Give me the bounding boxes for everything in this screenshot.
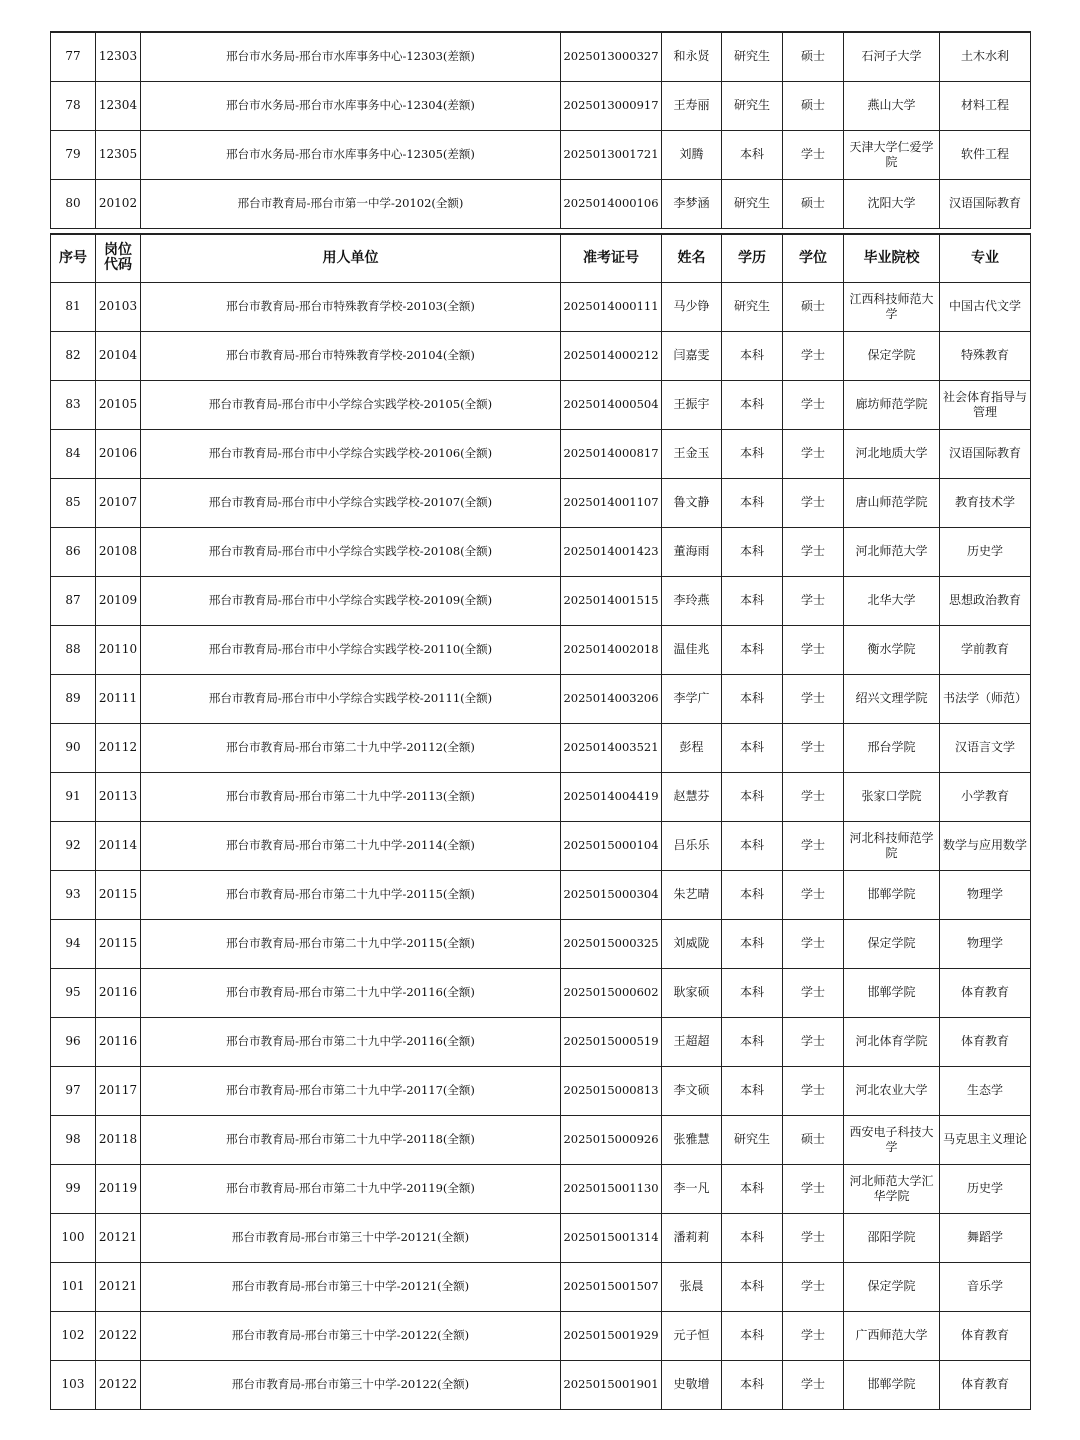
table-row — [51, 1360, 1031, 1409]
cell-education: 研究生 — [722, 81, 783, 130]
cell-index: 90 — [51, 723, 96, 772]
cell-name: 耿家硕 — [662, 968, 722, 1017]
header-degree: 学位 — [783, 234, 844, 282]
table-row — [51, 1066, 1031, 1115]
cell-employer: 邢台市教育局-邢台市第二十九中学-20117(全额) — [141, 1066, 561, 1115]
header-index: 序号 — [51, 234, 96, 282]
cell-degree: 学士 — [783, 1262, 844, 1311]
cell-employer: 邢台市教育局-邢台市特殊教育学校-20104(全额) — [141, 331, 561, 380]
cell-major: 汉语国际教育 — [940, 429, 1031, 478]
cell-admission-number: 2025015000926 — [561, 1115, 662, 1164]
cell-school: 保定学院 — [844, 331, 940, 380]
cell-education: 本科 — [722, 674, 783, 723]
cell-employer: 邢台市教育局-邢台市中小学综合实践学校-20105(全额) — [141, 380, 561, 429]
table-row — [51, 968, 1031, 1017]
cell-major: 体育教育 — [940, 968, 1031, 1017]
cell-post-code: 20118 — [96, 1115, 141, 1164]
cell-admission-number: 2025014000817 — [561, 429, 662, 478]
cell-index: 101 — [51, 1262, 96, 1311]
cell-employer: 邢台市教育局-邢台市第二十九中学-20115(全额) — [141, 919, 561, 968]
cell-employer: 邢台市教育局-邢台市中小学综合实践学校-20110(全额) — [141, 625, 561, 674]
table-row — [51, 625, 1031, 674]
cell-degree: 硕士 — [783, 179, 844, 228]
cell-admission-number: 2025013000327 — [561, 32, 662, 81]
cell-school: 河北师范大学 — [844, 527, 940, 576]
cell-name: 马少铮 — [662, 282, 722, 331]
cell-education: 本科 — [722, 576, 783, 625]
table-row — [51, 331, 1031, 380]
table-row — [51, 1262, 1031, 1311]
cell-school: 广西师范大学 — [844, 1311, 940, 1360]
cell-index: 91 — [51, 772, 96, 821]
top-table-body — [51, 32, 1031, 228]
cell-education: 本科 — [722, 331, 783, 380]
cell-school: 邯郸学院 — [844, 1360, 940, 1409]
table-row — [51, 674, 1031, 723]
cell-name: 张晨 — [662, 1262, 722, 1311]
cell-education: 本科 — [722, 380, 783, 429]
cell-degree: 学士 — [783, 1360, 844, 1409]
header-post-code: 岗位代码 — [96, 234, 141, 282]
cell-major: 数学与应用数学 — [940, 821, 1031, 870]
cell-employer: 邢台市教育局-邢台市第二十九中学-20116(全额) — [141, 968, 561, 1017]
cell-index: 86 — [51, 527, 96, 576]
cell-admission-number: 2025014000504 — [561, 380, 662, 429]
cell-name: 彭程 — [662, 723, 722, 772]
results-table-top — [50, 31, 1031, 229]
table-row — [51, 1311, 1031, 1360]
cell-employer: 邢台市教育局-邢台市第二十九中学-20114(全额) — [141, 821, 561, 870]
cell-admission-number: 2025015001901 — [561, 1360, 662, 1409]
cell-post-code: 20119 — [96, 1164, 141, 1213]
cell-employer: 邢台市水务局-邢台市水库事务中心-12304(差额) — [141, 81, 561, 130]
cell-index: 80 — [51, 179, 96, 228]
cell-name: 李一凡 — [662, 1164, 722, 1213]
cell-name: 闫嘉雯 — [662, 331, 722, 380]
cell-post-code: 20113 — [96, 772, 141, 821]
cell-major: 体育教育 — [940, 1360, 1031, 1409]
cell-major: 材料工程 — [940, 81, 1031, 130]
cell-degree: 学士 — [783, 968, 844, 1017]
cell-name: 鲁文静 — [662, 478, 722, 527]
table-row — [51, 282, 1031, 331]
cell-index: 89 — [51, 674, 96, 723]
cell-degree: 学士 — [783, 625, 844, 674]
cell-admission-number: 2025015000104 — [561, 821, 662, 870]
cell-major: 学前教育 — [940, 625, 1031, 674]
cell-name: 史敬增 — [662, 1360, 722, 1409]
cell-admission-number: 2025015001130 — [561, 1164, 662, 1213]
cell-education: 本科 — [722, 1066, 783, 1115]
cell-school: 天津大学仁爱学院 — [844, 130, 940, 179]
cell-index: 103 — [51, 1360, 96, 1409]
cell-employer: 邢台市教育局-邢台市第二十九中学-20119(全额) — [141, 1164, 561, 1213]
cell-employer: 邢台市教育局-邢台市特殊教育学校-20103(全额) — [141, 282, 561, 331]
cell-school: 邯郸学院 — [844, 870, 940, 919]
cell-education: 研究生 — [722, 282, 783, 331]
cell-index: 95 — [51, 968, 96, 1017]
cell-post-code: 20110 — [96, 625, 141, 674]
cell-school: 江西科技师范大学 — [844, 282, 940, 331]
cell-education: 本科 — [722, 429, 783, 478]
table-row — [51, 772, 1031, 821]
cell-major: 土木水利 — [940, 32, 1031, 81]
cell-education: 本科 — [722, 772, 783, 821]
cell-name: 朱艺晴 — [662, 870, 722, 919]
cell-degree: 学士 — [783, 1164, 844, 1213]
cell-post-code: 20116 — [96, 968, 141, 1017]
cell-major: 汉语言文学 — [940, 723, 1031, 772]
cell-school: 保定学院 — [844, 919, 940, 968]
cell-name: 李学广 — [662, 674, 722, 723]
cell-education: 本科 — [722, 870, 783, 919]
cell-post-code: 20116 — [96, 1017, 141, 1066]
cell-post-code: 20117 — [96, 1066, 141, 1115]
cell-admission-number: 2025014001107 — [561, 478, 662, 527]
cell-degree: 学士 — [783, 331, 844, 380]
cell-education: 研究生 — [722, 179, 783, 228]
cell-school: 燕山大学 — [844, 81, 940, 130]
table-row — [51, 380, 1031, 429]
cell-post-code: 20102 — [96, 179, 141, 228]
cell-school: 张家口学院 — [844, 772, 940, 821]
cell-post-code: 12304 — [96, 81, 141, 130]
cell-degree: 学士 — [783, 1066, 844, 1115]
cell-post-code: 20115 — [96, 870, 141, 919]
cell-index: 83 — [51, 380, 96, 429]
cell-index: 77 — [51, 32, 96, 81]
cell-major: 物理学 — [940, 870, 1031, 919]
cell-education: 研究生 — [722, 1115, 783, 1164]
cell-degree: 学士 — [783, 380, 844, 429]
cell-employer: 邢台市教育局-邢台市第二十九中学-20112(全额) — [141, 723, 561, 772]
cell-post-code: 20109 — [96, 576, 141, 625]
cell-name: 李梦涵 — [662, 179, 722, 228]
table-row — [51, 1017, 1031, 1066]
cell-degree: 硕士 — [783, 282, 844, 331]
cell-education: 本科 — [722, 821, 783, 870]
cell-index: 84 — [51, 429, 96, 478]
cell-admission-number: 2025014004419 — [561, 772, 662, 821]
cell-name: 张雅慧 — [662, 1115, 722, 1164]
cell-education: 本科 — [722, 527, 783, 576]
cell-education: 本科 — [722, 1017, 783, 1066]
cell-index: 93 — [51, 870, 96, 919]
cell-employer: 邢台市教育局-邢台市中小学综合实践学校-20108(全额) — [141, 527, 561, 576]
table-row — [51, 919, 1031, 968]
cell-post-code: 20105 — [96, 380, 141, 429]
table-row — [51, 723, 1031, 772]
cell-employer: 邢台市教育局-邢台市中小学综合实践学校-20106(全额) — [141, 429, 561, 478]
cell-employer: 邢台市水务局-邢台市水库事务中心-12303(差额) — [141, 32, 561, 81]
cell-admission-number: 2025015001929 — [561, 1311, 662, 1360]
table-row — [51, 1213, 1031, 1262]
header-education: 学历 — [722, 234, 783, 282]
table-row — [51, 81, 1031, 130]
cell-degree: 学士 — [783, 870, 844, 919]
cell-degree: 硕士 — [783, 32, 844, 81]
cell-post-code: 20107 — [96, 478, 141, 527]
cell-admission-number: 2025014000111 — [561, 282, 662, 331]
cell-degree: 学士 — [783, 1017, 844, 1066]
cell-employer: 邢台市教育局-邢台市第一中学-20102(全额) — [141, 179, 561, 228]
cell-employer: 邢台市教育局-邢台市第二十九中学-20118(全额) — [141, 1115, 561, 1164]
table-row — [51, 576, 1031, 625]
cell-index: 82 — [51, 331, 96, 380]
results-table-main — [50, 233, 1031, 1410]
cell-admission-number: 2025013001721 — [561, 130, 662, 179]
cell-post-code: 20111 — [96, 674, 141, 723]
cell-index: 98 — [51, 1115, 96, 1164]
cell-employer: 邢台市教育局-邢台市中小学综合实践学校-20107(全额) — [141, 478, 561, 527]
cell-degree: 硕士 — [783, 1115, 844, 1164]
cell-education: 本科 — [722, 1360, 783, 1409]
cell-admission-number: 2025015000813 — [561, 1066, 662, 1115]
cell-post-code: 20122 — [96, 1360, 141, 1409]
cell-major: 教育技术学 — [940, 478, 1031, 527]
table-row — [51, 527, 1031, 576]
cell-degree: 学士 — [783, 674, 844, 723]
cell-degree: 硕士 — [783, 81, 844, 130]
cell-admission-number: 2025015000325 — [561, 919, 662, 968]
cell-admission-number: 2025015001507 — [561, 1262, 662, 1311]
table-row — [51, 179, 1031, 228]
cell-post-code: 12303 — [96, 32, 141, 81]
cell-education: 本科 — [722, 130, 783, 179]
cell-major: 汉语国际教育 — [940, 179, 1031, 228]
cell-school: 石河子大学 — [844, 32, 940, 81]
cell-admission-number: 2025014003521 — [561, 723, 662, 772]
cell-education: 本科 — [722, 723, 783, 772]
table-row — [51, 1115, 1031, 1164]
cell-index: 100 — [51, 1213, 96, 1262]
cell-degree: 学士 — [783, 429, 844, 478]
cell-school: 河北农业大学 — [844, 1066, 940, 1115]
cell-school: 邢台学院 — [844, 723, 940, 772]
table-row — [51, 870, 1031, 919]
cell-name: 温佳兆 — [662, 625, 722, 674]
main-table-body — [51, 282, 1031, 1409]
header-name: 姓名 — [662, 234, 722, 282]
cell-employer: 邢台市水务局-邢台市水库事务中心-12305(差额) — [141, 130, 561, 179]
table-row — [51, 1164, 1031, 1213]
cell-education: 本科 — [722, 1164, 783, 1213]
cell-post-code: 20104 — [96, 331, 141, 380]
cell-degree: 学士 — [783, 527, 844, 576]
cell-post-code: 20108 — [96, 527, 141, 576]
cell-admission-number: 2025015000602 — [561, 968, 662, 1017]
cell-major: 书法学（师范） — [940, 674, 1031, 723]
cell-school: 绍兴文理学院 — [844, 674, 940, 723]
header-row — [51, 234, 1031, 282]
cell-education: 本科 — [722, 919, 783, 968]
cell-index: 87 — [51, 576, 96, 625]
cell-school: 唐山师范学院 — [844, 478, 940, 527]
header-admission-number: 准考证号 — [561, 234, 662, 282]
cell-education: 本科 — [722, 1311, 783, 1360]
cell-admission-number: 2025014001515 — [561, 576, 662, 625]
table-row — [51, 478, 1031, 527]
cell-education: 本科 — [722, 625, 783, 674]
cell-post-code: 20121 — [96, 1262, 141, 1311]
cell-major: 社会体育指导与管理 — [940, 380, 1031, 429]
cell-major: 物理学 — [940, 919, 1031, 968]
cell-employer: 邢台市教育局-邢台市中小学综合实践学校-20111(全额) — [141, 674, 561, 723]
header-school: 毕业院校 — [844, 234, 940, 282]
cell-admission-number: 2025013000917 — [561, 81, 662, 130]
cell-name: 潘莉莉 — [662, 1213, 722, 1262]
cell-admission-number: 2025014002018 — [561, 625, 662, 674]
cell-admission-number: 2025015000304 — [561, 870, 662, 919]
cell-school: 廊坊师范学院 — [844, 380, 940, 429]
cell-school: 邯郸学院 — [844, 968, 940, 1017]
table-row — [51, 130, 1031, 179]
cell-major: 体育教育 — [940, 1311, 1031, 1360]
cell-employer: 邢台市教育局-邢台市第三十中学-20121(全额) — [141, 1213, 561, 1262]
cell-major: 历史学 — [940, 527, 1031, 576]
cell-education: 本科 — [722, 478, 783, 527]
cell-degree: 学士 — [783, 919, 844, 968]
cell-index: 97 — [51, 1066, 96, 1115]
cell-school: 河北科技师范学院 — [844, 821, 940, 870]
cell-employer: 邢台市教育局-邢台市第三十中学-20122(全额) — [141, 1311, 561, 1360]
cell-admission-number: 2025014003206 — [561, 674, 662, 723]
table-row — [51, 429, 1031, 478]
cell-employer: 邢台市教育局-邢台市第三十中学-20122(全额) — [141, 1360, 561, 1409]
cell-index: 78 — [51, 81, 96, 130]
cell-major: 小学教育 — [940, 772, 1031, 821]
cell-school: 河北地质大学 — [844, 429, 940, 478]
cell-school: 沈阳大学 — [844, 179, 940, 228]
cell-education: 本科 — [722, 1262, 783, 1311]
cell-admission-number: 2025014000106 — [561, 179, 662, 228]
cell-degree: 学士 — [783, 821, 844, 870]
cell-degree: 学士 — [783, 1213, 844, 1262]
cell-name: 王振宇 — [662, 380, 722, 429]
cell-degree: 学士 — [783, 478, 844, 527]
cell-education: 研究生 — [722, 32, 783, 81]
cell-major: 历史学 — [940, 1164, 1031, 1213]
cell-major: 思想政治教育 — [940, 576, 1031, 625]
cell-school: 河北体育学院 — [844, 1017, 940, 1066]
cell-education: 本科 — [722, 1213, 783, 1262]
cell-name: 王寿丽 — [662, 81, 722, 130]
table-row — [51, 32, 1031, 81]
cell-post-code: 12305 — [96, 130, 141, 179]
cell-employer: 邢台市教育局-邢台市第二十九中学-20113(全额) — [141, 772, 561, 821]
cell-school: 邵阳学院 — [844, 1213, 940, 1262]
cell-employer: 邢台市教育局-邢台市第二十九中学-20115(全额) — [141, 870, 561, 919]
cell-name: 董海雨 — [662, 527, 722, 576]
cell-school: 河北师范大学汇华学院 — [844, 1164, 940, 1213]
cell-name: 吕乐乐 — [662, 821, 722, 870]
cell-major: 特殊教育 — [940, 331, 1031, 380]
cell-index: 99 — [51, 1164, 96, 1213]
header-major: 专业 — [940, 234, 1031, 282]
cell-post-code: 20112 — [96, 723, 141, 772]
cell-name: 李文硕 — [662, 1066, 722, 1115]
cell-index: 94 — [51, 919, 96, 968]
cell-post-code: 20122 — [96, 1311, 141, 1360]
cell-name: 李玲燕 — [662, 576, 722, 625]
cell-major: 马克思主义理论 — [940, 1115, 1031, 1164]
cell-name: 和永贤 — [662, 32, 722, 81]
cell-index: 102 — [51, 1311, 96, 1360]
cell-post-code: 20103 — [96, 282, 141, 331]
cell-degree: 学士 — [783, 130, 844, 179]
cell-education: 本科 — [722, 968, 783, 1017]
cell-major: 舞蹈学 — [940, 1213, 1031, 1262]
cell-degree: 学士 — [783, 772, 844, 821]
cell-major: 中国古代文学 — [940, 282, 1031, 331]
cell-post-code: 20106 — [96, 429, 141, 478]
cell-name: 王超超 — [662, 1017, 722, 1066]
cell-major: 生态学 — [940, 1066, 1031, 1115]
table-row — [51, 821, 1031, 870]
cell-index: 81 — [51, 282, 96, 331]
cell-school: 北华大学 — [844, 576, 940, 625]
cell-name: 元子恒 — [662, 1311, 722, 1360]
cell-admission-number: 2025015001314 — [561, 1213, 662, 1262]
cell-admission-number: 2025014000212 — [561, 331, 662, 380]
cell-employer: 邢台市教育局-邢台市中小学综合实践学校-20109(全额) — [141, 576, 561, 625]
cell-employer: 邢台市教育局-邢台市第三十中学-20121(全额) — [141, 1262, 561, 1311]
cell-school: 衡水学院 — [844, 625, 940, 674]
cell-degree: 学士 — [783, 1311, 844, 1360]
header-employer: 用人单位 — [141, 234, 561, 282]
cell-degree: 学士 — [783, 576, 844, 625]
cell-school: 保定学院 — [844, 1262, 940, 1311]
cell-name: 刘腾 — [662, 130, 722, 179]
cell-degree: 学士 — [783, 723, 844, 772]
cell-index: 79 — [51, 130, 96, 179]
cell-index: 85 — [51, 478, 96, 527]
cell-index: 96 — [51, 1017, 96, 1066]
cell-index: 92 — [51, 821, 96, 870]
cell-post-code: 20114 — [96, 821, 141, 870]
cell-employer: 邢台市教育局-邢台市第二十九中学-20116(全额) — [141, 1017, 561, 1066]
cell-admission-number: 2025014001423 — [561, 527, 662, 576]
cell-name: 王金玉 — [662, 429, 722, 478]
cell-major: 音乐学 — [940, 1262, 1031, 1311]
cell-post-code: 20115 — [96, 919, 141, 968]
cell-name: 赵慧芬 — [662, 772, 722, 821]
cell-school: 西安电子科技大学 — [844, 1115, 940, 1164]
cell-major: 软件工程 — [940, 130, 1031, 179]
cell-name: 刘威陇 — [662, 919, 722, 968]
cell-admission-number: 2025015000519 — [561, 1017, 662, 1066]
cell-index: 88 — [51, 625, 96, 674]
cell-major: 体育教育 — [940, 1017, 1031, 1066]
cell-post-code: 20121 — [96, 1213, 141, 1262]
